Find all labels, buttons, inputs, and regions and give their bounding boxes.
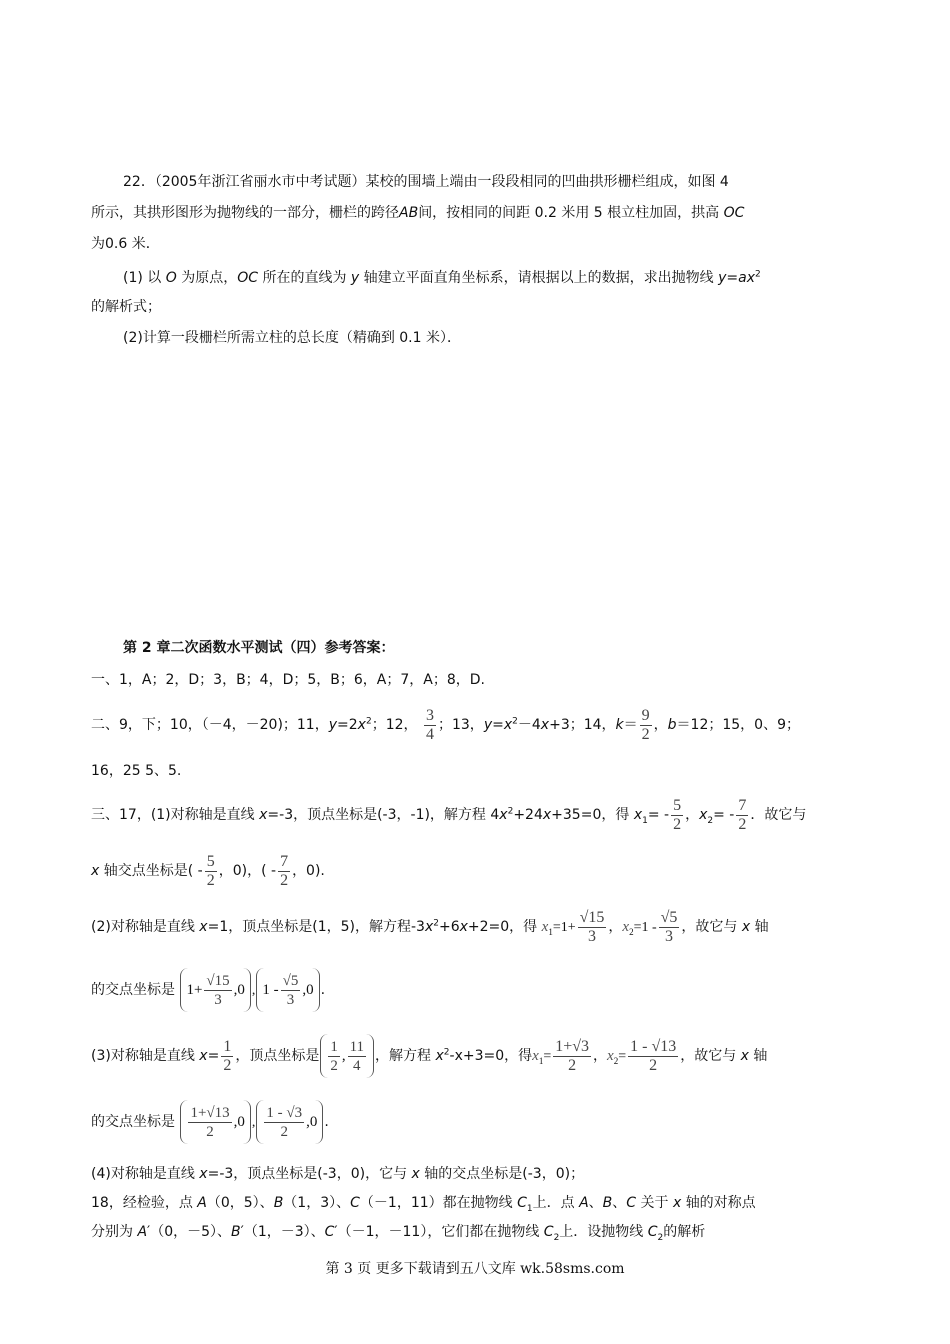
- fraction: [264, 1104, 304, 1141]
- numerator: 1: [223, 1037, 232, 1055]
- var: x: [199, 1166, 208, 1182]
- var: C: [517, 1195, 527, 1211]
- text: 为原点，: [181, 270, 238, 286]
- var: x: [91, 863, 100, 879]
- text: =2: [337, 717, 358, 733]
- denominator: 2: [330, 1058, 338, 1075]
- text: ′（0，－5）、: [147, 1224, 232, 1240]
- var: x: [607, 1048, 614, 1064]
- text: ．故它与: [750, 807, 807, 823]
- text: （0，5）、: [206, 1195, 274, 1211]
- denominator: 2: [649, 1056, 658, 1074]
- fraction: [281, 972, 301, 1009]
- var-k: k: [615, 717, 624, 733]
- numerator: √5: [660, 908, 678, 926]
- text: 第 2 章二次函数水平测试（四）参考答案：: [123, 640, 395, 656]
- fraction: [348, 1038, 366, 1075]
- var: x: [499, 807, 508, 823]
- text: 22．（2005年浙江省丽水市中考试题）某校的围墙上端由一段段相同的凹曲拱形栅栏组成，如图 4: [123, 174, 729, 190]
- problem-22-line-3: [91, 234, 160, 254]
- subscript: 2: [707, 815, 714, 826]
- text: =-3，顶点坐标是(-3，-1)，解方程 4: [267, 807, 500, 823]
- var: B: [273, 1195, 284, 1211]
- text: ，: [608, 919, 623, 935]
- denominator: 4: [353, 1058, 361, 1075]
- exponent: 2: [443, 1047, 450, 1058]
- text: 关于: [640, 1195, 669, 1211]
- text: 的解析式；: [91, 299, 161, 315]
- answer-17-3: [91, 1034, 767, 1079]
- fraction: [659, 909, 680, 946]
- subscript: 1: [538, 1055, 544, 1066]
- problem-22-line-1: [123, 172, 729, 192]
- text: =: [492, 717, 504, 733]
- numerator: 1+√3: [555, 1037, 590, 1055]
- var: x: [741, 919, 751, 935]
- text: －4: [517, 717, 541, 733]
- text: ＝: [623, 717, 638, 733]
- denominator: 4: [425, 725, 434, 743]
- text: 轴的交点坐标是(-3，0)；: [424, 1166, 585, 1182]
- text: 轴建立平面直角坐标系，请根据以上的数据，求出抛物线: [363, 270, 714, 286]
- text: ；13，: [437, 717, 484, 733]
- denominator: 3: [665, 927, 674, 945]
- var: C: [626, 1195, 637, 1211]
- var: x: [532, 1048, 539, 1064]
- subscript: 1: [642, 815, 648, 826]
- answer-17-3-cont: [91, 1100, 329, 1145]
- var-o: O: [165, 270, 177, 286]
- var-ab: AB: [399, 205, 419, 221]
- point-1: [180, 968, 250, 1012]
- var: y: [328, 717, 338, 733]
- fraction: [628, 1038, 678, 1075]
- text: ，: [685, 807, 700, 823]
- text: 分别为: [91, 1224, 133, 1240]
- denominator: 2: [206, 871, 215, 889]
- text: =: [618, 1049, 627, 1064]
- problem-22-line-2: [91, 203, 744, 223]
- numerator: 1+√13: [190, 1105, 230, 1122]
- point-2: [256, 1100, 323, 1144]
- text: 为0.6 米．: [91, 236, 160, 252]
- var: x: [622, 919, 630, 935]
- text: +35=0，得: [551, 807, 630, 823]
- answer-17-1-cont: [91, 852, 325, 890]
- numerator: 1 - √13: [630, 1037, 677, 1055]
- question-1-line-2: [91, 297, 161, 317]
- text: ，0)，( -: [218, 863, 277, 879]
- denominator: 2: [206, 1124, 214, 1141]
- answers-part-1: [91, 670, 485, 690]
- text: =1，顶点坐标是(1，5)，解方程-3: [207, 919, 425, 935]
- fraction: [188, 1104, 231, 1141]
- fraction-3-4: [424, 707, 436, 744]
- answer-17-2: [91, 908, 769, 947]
- var: x: [633, 807, 643, 823]
- numerator: √15: [579, 908, 605, 926]
- var: x: [540, 717, 550, 733]
- var: A: [197, 1195, 207, 1211]
- text: 16，25 5、5.: [91, 763, 182, 779]
- text: +2=0，得: [467, 919, 538, 935]
- text: 18，经检验，点: [91, 1195, 193, 1211]
- subscript: 2: [553, 1232, 560, 1243]
- var: y: [483, 717, 493, 733]
- text: ′（－1，－11），它们都在抛物线: [334, 1224, 540, 1240]
- text: = -: [647, 807, 670, 823]
- var: x: [357, 717, 366, 733]
- text: =: [543, 1049, 552, 1064]
- subscript: 1: [526, 1203, 533, 1214]
- denominator: 3: [588, 927, 596, 945]
- numerator: 3: [425, 706, 434, 724]
- var: B: [602, 1195, 613, 1211]
- fraction: [736, 797, 748, 834]
- text: （1，3）、: [283, 1195, 351, 1211]
- text: 二、9，下；10，（－4，－20)；11，: [91, 717, 329, 733]
- var: x: [435, 1048, 444, 1064]
- answer-18-cont: [91, 1222, 705, 1242]
- var: x: [199, 919, 208, 935]
- text: ,0: [233, 982, 245, 998]
- page-footer: 第 3 页 更多下载请到五八文库 wk.58sms.com: [325, 1261, 625, 1277]
- answers-part-2: [91, 706, 800, 744]
- var-oc: OC: [723, 205, 745, 221]
- text: -x+3=0，得: [449, 1048, 533, 1064]
- point-2: [256, 968, 319, 1012]
- text: 轴的对称点: [685, 1195, 756, 1211]
- subscript: 1: [548, 926, 553, 937]
- var: x: [740, 1048, 749, 1064]
- exponent: 2: [365, 716, 372, 727]
- fraction: [278, 853, 290, 890]
- text: (3)对称轴是直线: [91, 1048, 195, 1064]
- text: ，故它与: [680, 1048, 737, 1064]
- fraction: [328, 1038, 340, 1075]
- text: ，解方程: [375, 1048, 432, 1064]
- numerator: 1 - √3: [266, 1105, 303, 1122]
- text: 上．点: [532, 1195, 575, 1211]
- var: A: [579, 1195, 589, 1211]
- answer-17-1: [91, 796, 806, 834]
- var: x: [259, 807, 268, 823]
- denominator: 3: [214, 992, 222, 1009]
- answer-17-4: [91, 1164, 584, 1184]
- denominator: 2: [568, 1056, 577, 1074]
- numerator: 9: [641, 706, 650, 724]
- text: =: [207, 1048, 220, 1064]
- var: x: [411, 1166, 420, 1182]
- text: 一、1，A；2，D；3，B；4，D；5，B；6，A；7，A；8，D.: [91, 672, 485, 688]
- text: （－1，11）都在抛物线: [359, 1195, 513, 1211]
- numerator: 5: [673, 796, 682, 814]
- var-b: b: [667, 717, 677, 733]
- numerator: √5: [282, 973, 299, 990]
- denominator: 2: [223, 1056, 232, 1074]
- var: x: [424, 919, 434, 935]
- text: =1+: [552, 920, 576, 935]
- text: ,0: [306, 1114, 318, 1130]
- var: A: [137, 1224, 148, 1240]
- text: 间，按相同的间距 0.2 米用 5 根立柱加固，拱高: [418, 205, 720, 221]
- text: (1) 以: [123, 270, 162, 286]
- answers-heading: [123, 638, 395, 658]
- text: ,: [341, 1048, 346, 1064]
- fraction: [578, 909, 607, 946]
- answer-17-2-cont: [91, 968, 325, 1013]
- answer-18: [91, 1193, 756, 1213]
- subscript: 2: [629, 926, 634, 937]
- text: 的交点坐标是: [91, 1114, 175, 1130]
- numerator: √15: [206, 973, 230, 990]
- text: 的解析: [663, 1224, 706, 1240]
- var: x: [503, 717, 513, 733]
- var: x: [199, 1048, 208, 1064]
- denominator: 2: [280, 871, 289, 889]
- var: x: [672, 1195, 682, 1211]
- text: ；12，: [371, 717, 418, 733]
- text: .: [324, 1114, 329, 1130]
- numerator: 7: [280, 852, 289, 870]
- exponent: 2: [433, 918, 439, 929]
- text: ，故它与: [681, 919, 738, 935]
- point-1: [180, 1100, 250, 1144]
- text: +6: [438, 919, 460, 935]
- var-oc: OC: [237, 270, 259, 286]
- text: ，: [593, 1048, 608, 1064]
- var: C: [543, 1224, 554, 1240]
- text: ,0: [233, 1114, 245, 1130]
- numerator: 7: [738, 796, 747, 814]
- var: x: [699, 807, 708, 823]
- fraction: [553, 1038, 591, 1075]
- var-y: y: [350, 270, 360, 286]
- text: ，0).: [292, 863, 325, 879]
- text: 所示，其拱形图形为抛物线的一部分，栅栏的跨径: [91, 205, 399, 221]
- text: 轴: [753, 1048, 768, 1064]
- numerator: 5: [206, 852, 215, 870]
- exponent: 2: [755, 269, 761, 280]
- equation: y=ax: [718, 270, 756, 286]
- var: x: [541, 919, 549, 935]
- denominator: 2: [673, 815, 682, 833]
- var: x: [542, 807, 552, 823]
- exponent: 2: [507, 806, 514, 817]
- text: 的交点坐标是: [91, 982, 175, 998]
- var: B: [231, 1224, 241, 1240]
- subscript: 2: [657, 1232, 664, 1243]
- text: 1+: [186, 982, 203, 998]
- text: 、: [588, 1195, 603, 1211]
- denominator: 2: [280, 1124, 289, 1141]
- text: ,0: [302, 982, 314, 998]
- text: ，: [653, 717, 668, 733]
- text: 所在的直线为: [262, 270, 347, 286]
- fraction: [205, 853, 217, 890]
- fraction: [204, 972, 231, 1009]
- text: (2)计算一段栅栏所需立柱的总长度（精确到 0.1 米）．: [123, 330, 461, 346]
- text: 轴交点坐标是( -: [103, 863, 203, 879]
- exponent: 2: [512, 716, 518, 727]
- text: +24: [513, 807, 543, 823]
- vertex-point: [320, 1034, 374, 1078]
- text: 三、17，(1)对称轴是直线: [91, 807, 255, 823]
- text: ＝12；15，0、9；: [676, 717, 800, 733]
- var: C: [324, 1224, 335, 1240]
- answers-part-2-cont: [91, 761, 181, 781]
- numerator: 11: [349, 1039, 365, 1056]
- text: =1 -: [633, 920, 657, 935]
- text: (2)对称轴是直线: [91, 919, 195, 935]
- question-1-line: [123, 268, 761, 288]
- text: ,: [251, 1115, 256, 1130]
- text: 上．设抛物线: [559, 1224, 644, 1240]
- fraction: [671, 797, 683, 834]
- var: x: [459, 919, 468, 935]
- var: C: [647, 1224, 658, 1240]
- text: +3；14，: [549, 717, 616, 733]
- text: .: [320, 982, 326, 998]
- subscript: 2: [613, 1055, 619, 1066]
- denominator: 3: [286, 992, 295, 1009]
- fraction-9-2: [640, 707, 652, 744]
- denominator: 2: [641, 725, 650, 743]
- fraction: [221, 1038, 233, 1075]
- var: C: [350, 1195, 360, 1211]
- numerator: 1: [330, 1039, 338, 1056]
- text: 、: [612, 1195, 627, 1211]
- text: ,: [251, 983, 256, 998]
- denominator: 2: [738, 815, 747, 833]
- text: 1 -: [262, 982, 279, 998]
- text: ′（1，－3）、: [240, 1224, 325, 1240]
- text: 轴: [754, 919, 769, 935]
- text: ，顶点坐标是: [235, 1048, 320, 1064]
- text: =-3，顶点坐标是(-3，0)，它与: [207, 1166, 408, 1182]
- question-2-line: [123, 328, 461, 348]
- text: = -: [713, 807, 735, 823]
- text: (4)对称轴是直线: [91, 1166, 195, 1182]
